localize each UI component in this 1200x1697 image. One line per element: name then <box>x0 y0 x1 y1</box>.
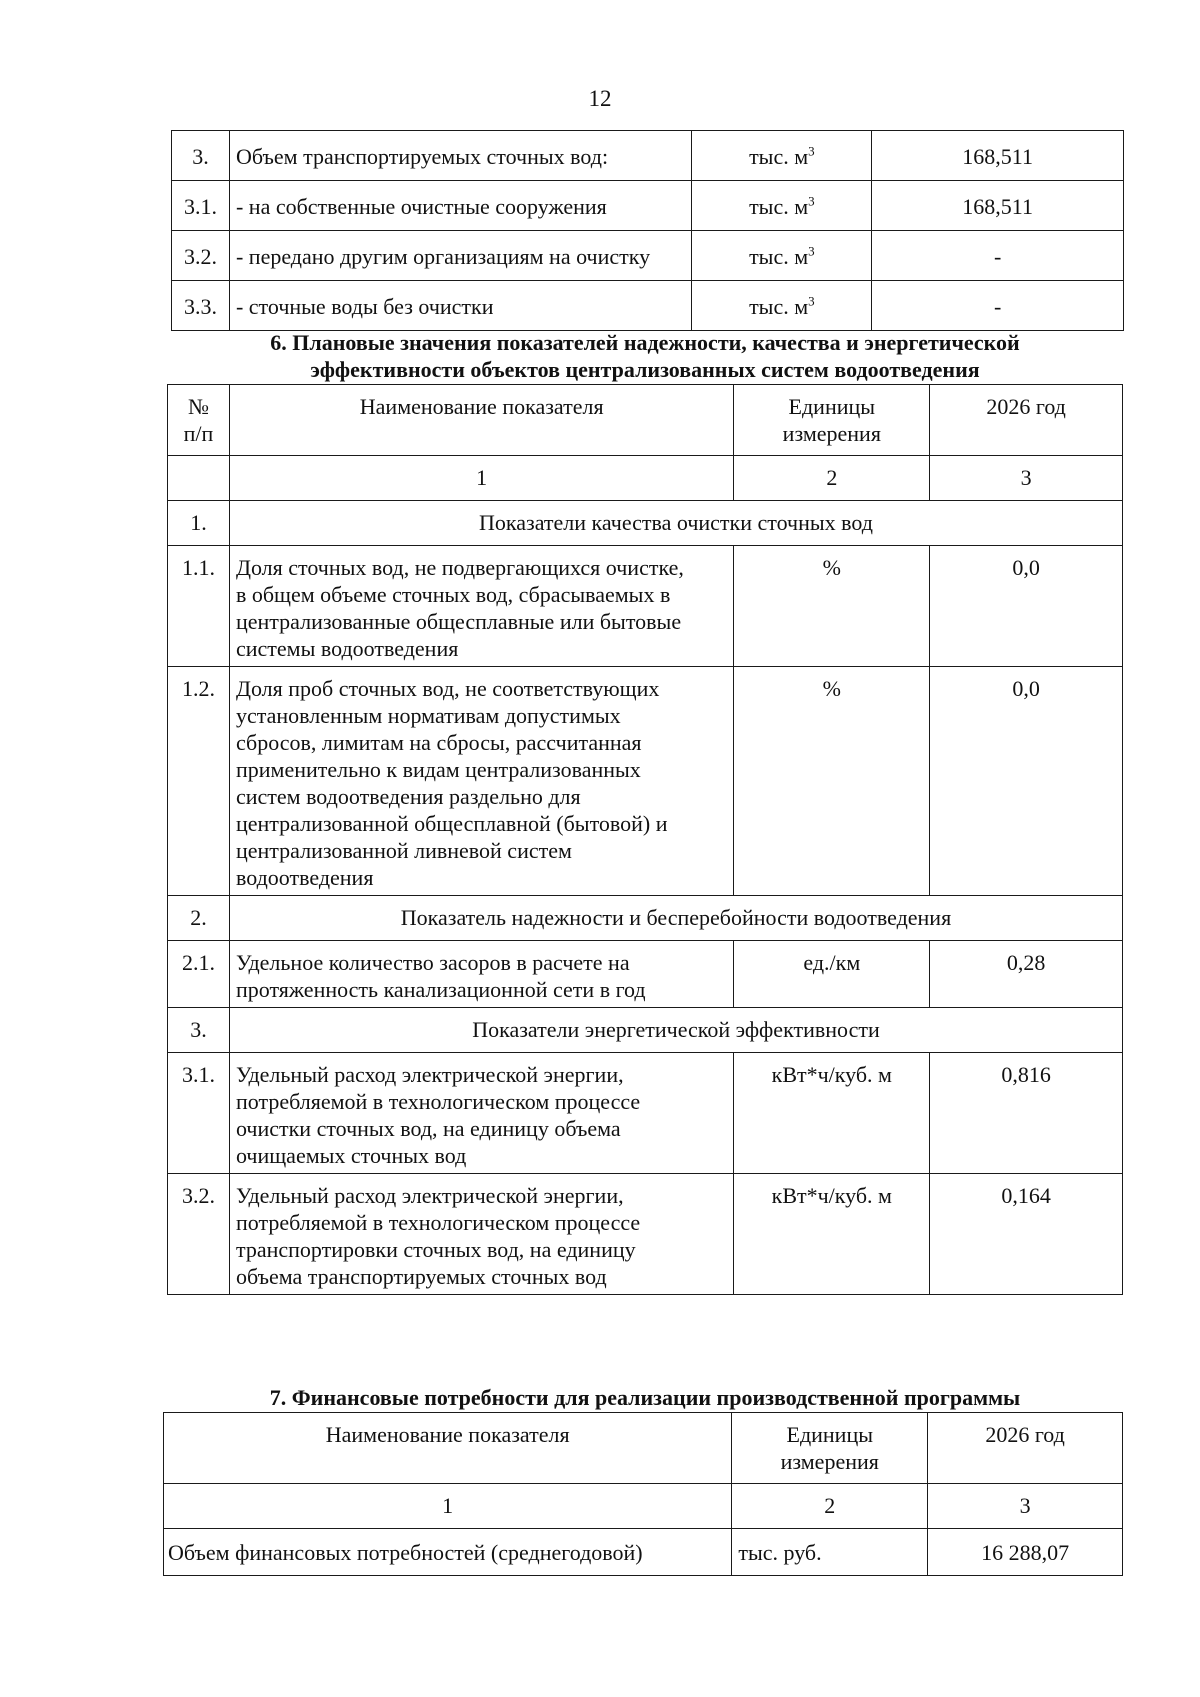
value-cell: 16 288,07 <box>928 1529 1123 1576</box>
header-unit-line-2: измерения <box>780 1449 879 1474</box>
row-number: 1.1. <box>168 546 230 667</box>
column-number: 2 <box>734 456 930 501</box>
text-line: Удельный расход электрической энергии, <box>235 1062 624 1087</box>
header-name: Наименование показателя <box>164 1413 732 1484</box>
row-number: 3.2. <box>168 1174 230 1295</box>
unit-cell <box>692 231 872 281</box>
text-line: Удельное количество засоров в расчете на <box>235 950 630 975</box>
unit-text: тыс. м <box>749 294 809 319</box>
group-number: 2. <box>168 896 230 941</box>
row-number: 3.3. <box>172 281 230 331</box>
indicators-table <box>167 384 1123 1295</box>
text-line: объема транспортируемых сточных вод <box>235 1264 607 1289</box>
header-number <box>168 385 230 456</box>
table-row <box>172 181 1124 231</box>
table-row <box>168 546 1123 667</box>
column-number: 3 <box>930 456 1123 501</box>
unit-text: тыс. м <box>749 194 809 219</box>
header-number-line-1: № <box>187 394 209 419</box>
text-line: централизованной общесплавной (бытовой) и <box>235 811 668 836</box>
table-row <box>168 1174 1123 1295</box>
unit-cell: кВт*ч/куб. м <box>734 1174 930 1295</box>
text-line: Удельный расход электрической энергии, <box>235 1183 624 1208</box>
transport-volume-table <box>171 130 1124 331</box>
column-number: 1 <box>164 1484 732 1529</box>
unit-superscript: 3 <box>808 243 815 259</box>
unit-cell: % <box>734 546 930 667</box>
header-name: Наименование показателя <box>229 385 733 456</box>
column-number: 1 <box>229 456 733 501</box>
value-cell: 168,511 <box>872 181 1124 231</box>
value-cell: 0,164 <box>930 1174 1123 1295</box>
table-row <box>172 231 1124 281</box>
group-number: 1. <box>168 501 230 546</box>
column-number: 2 <box>732 1484 928 1529</box>
text-line: централизованные общесплавные или бытовые <box>235 609 682 634</box>
indicator-name <box>229 941 733 1008</box>
row-number: 3.1. <box>172 181 230 231</box>
row-number: 3.1. <box>168 1053 230 1174</box>
group-title: Показатели энергетической эффективности <box>229 1008 1122 1053</box>
column-number: 3 <box>928 1484 1123 1529</box>
table-row <box>168 667 1123 896</box>
text-line: применительно к видам централизованных <box>235 757 641 782</box>
indicator-name: - сточные воды без очистки <box>229 281 692 331</box>
indicator-name <box>229 667 733 896</box>
group-row <box>168 1008 1123 1053</box>
unit-text: тыс. м <box>749 244 809 269</box>
text-line: Доля сточных вод, не подвергающихся очистке, <box>235 555 684 580</box>
indicator-name: Объем транспортируемых сточных вод: <box>229 131 692 181</box>
unit-cell: % <box>734 667 930 896</box>
text-line: систем водоотведения раздельно для <box>235 784 581 809</box>
text-line: системы водоотведения <box>235 636 459 661</box>
table-row <box>172 281 1124 331</box>
column-number-row <box>168 456 1123 501</box>
group-number: 3. <box>168 1008 230 1053</box>
table-header-row <box>168 385 1123 456</box>
text-line: протяженность канализационной сети в год <box>235 977 646 1002</box>
header-unit-line-2: измерения <box>782 421 881 446</box>
section-6-title-line-1: 6. Плановые значения показателей надежности, качества и энергетической <box>270 330 1020 355</box>
table-row <box>168 941 1123 1008</box>
indicator-name: Объем финансовых потребностей (среднегодовой) <box>164 1529 732 1576</box>
text-line: очистки сточных вод, на единицу объема <box>235 1116 621 1141</box>
header-unit <box>732 1413 928 1484</box>
group-row <box>168 896 1123 941</box>
row-number: 3. <box>172 131 230 181</box>
unit-cell <box>692 131 872 181</box>
unit-cell: тыс. руб. <box>732 1529 928 1576</box>
unit-superscript: 3 <box>808 293 815 309</box>
page-number: 12 <box>588 86 612 111</box>
value-cell: 0,28 <box>930 941 1123 1008</box>
value-cell: 0,816 <box>930 1053 1123 1174</box>
table-row <box>164 1529 1123 1576</box>
text-line: установленным нормативам допустимых <box>235 703 621 728</box>
table-row <box>168 1053 1123 1174</box>
header-unit-line-1: Единицы <box>788 394 876 419</box>
value-cell: - <box>872 281 1124 331</box>
value-cell: - <box>872 231 1124 281</box>
section-7-title: 7. Финансовые потребности для реализации производственной программы <box>269 1385 1021 1410</box>
group-row <box>168 501 1123 546</box>
text-line: очищаемых сточных вод <box>235 1143 467 1168</box>
row-number: 3.2. <box>172 231 230 281</box>
text-line: сбросов, лимитам на сбросы, рассчитанная <box>235 730 642 755</box>
empty-cell <box>168 456 230 501</box>
text-line: потребляемой в технологическом процессе <box>235 1089 641 1114</box>
row-number: 1.2. <box>168 667 230 896</box>
indicator-name: - на собственные очистные сооружения <box>229 181 692 231</box>
financial-needs-table <box>163 1412 1123 1576</box>
value-cell: 0,0 <box>930 546 1123 667</box>
table-row <box>172 131 1124 181</box>
unit-cell: кВт*ч/куб. м <box>734 1053 930 1174</box>
unit-cell <box>692 281 872 331</box>
column-number-row <box>164 1484 1123 1529</box>
header-number-line-2: п/п <box>183 421 214 446</box>
text-line: водоотведения <box>235 865 374 890</box>
header-unit-line-1: Единицы <box>786 1422 874 1447</box>
unit-text: тыс. м <box>749 144 809 169</box>
text-line: потребляемой в технологическом процессе <box>235 1210 641 1235</box>
group-title: Показатель надежности и бесперебойности водоотведения <box>229 896 1122 941</box>
text-line: Доля проб сточных вод, не соответствующих <box>235 676 660 701</box>
indicator-name <box>229 1174 733 1295</box>
header-year: 2026 год <box>928 1413 1123 1484</box>
unit-superscript: 3 <box>808 193 815 209</box>
unit-superscript: 3 <box>808 143 815 159</box>
indicator-name <box>229 1053 733 1174</box>
header-year: 2026 год <box>930 385 1123 456</box>
indicator-name: - передано другим организациям на очистку <box>229 231 692 281</box>
text-line: транспортировки сточных вод, на единицу <box>235 1237 636 1262</box>
text-line: централизованной ливневой систем <box>235 838 572 863</box>
indicator-name <box>229 546 733 667</box>
row-number: 2.1. <box>168 941 230 1008</box>
value-cell: 168,511 <box>872 131 1124 181</box>
section-6-title-line-2: эффективности объектов централизованных систем водоотведения <box>310 357 980 382</box>
table-header-row <box>164 1413 1123 1484</box>
value-cell: 0,0 <box>930 667 1123 896</box>
text-line: в общем объеме сточных вод, сбрасываемых в <box>235 582 671 607</box>
unit-cell: ед./км <box>734 941 930 1008</box>
unit-cell <box>692 181 872 231</box>
header-unit <box>734 385 930 456</box>
group-title: Показатели качества очистки сточных вод <box>229 501 1122 546</box>
